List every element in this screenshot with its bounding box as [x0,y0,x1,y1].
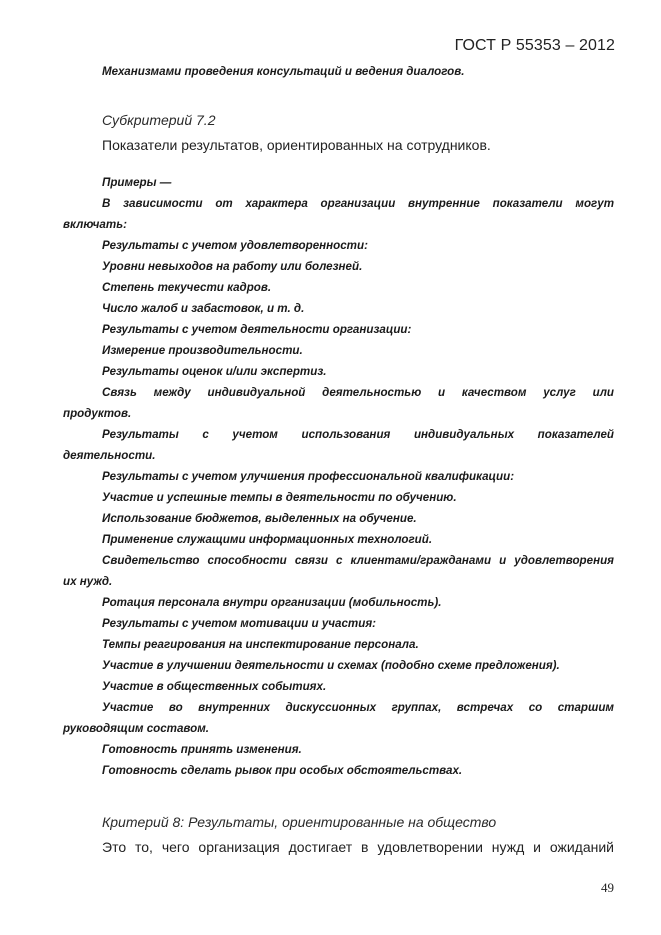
text-line: Ротация персонала внутри организации (мобильность). [102,596,442,609]
text-line: продуктов. [63,407,132,420]
text-line: Применение служащими информационных технологий. [102,533,433,546]
text-line: Связь между индивидуальной деятельностью и качеством услуг или [102,386,614,399]
text-line: Участие во внутренних дискуссионных группах, встречах со старшим [102,701,614,714]
text-line: Результаты с учетом удовлетворенности: [102,239,368,252]
text-line: Это то, чего организация достигает в удовлетворении нужд и ожиданий [102,839,614,855]
text-line: Темпы реагирования на инспектирование персонала. [102,638,419,651]
text-line: Результаты с учетом деятельности организации: [102,323,412,336]
text-line: Уровни невыходов на работу или болезней. [102,260,363,273]
page-number: 49 [601,880,614,895]
text-line: Участие и успешные темпы в деятельности по обучению. [102,491,457,504]
subcriterion-description: Показатели результатов, ориентированных на сотрудников. [102,137,491,153]
text-line: их нужд. [63,575,113,588]
text-line: Участие в общественных событиях. [102,680,327,693]
text-line: Результаты с учетом использования индивидуальных показателей [102,428,614,441]
text-line: Число жалоб и забастовок, и т. д. [102,302,305,315]
text-line: Измерение производительности. [102,344,303,357]
text-line: В зависимости от характера организации внутренние показатели могут [102,197,614,210]
text-line: Готовность сделать рывок при особых обстоятельствах. [102,764,463,777]
text-line: Степень текучести кадров. [102,281,272,294]
criterion-heading: Критерий 8: Результаты, ориентированные на общество [102,814,497,830]
text-line: Результаты с учетом мотивации и участия: [102,617,377,630]
examples-heading: Примеры — [102,176,172,189]
text-line: Свидетельство способности связи с клиентами/гражданами и удовлетворения [102,554,614,567]
text-line: Использование бюджетов, выделенных на обучение. [102,512,417,525]
text-line: руководящим составом. [63,722,210,735]
text-line: Результаты оценок и/или экспертиз. [102,365,327,378]
text-line: деятельности. [63,449,156,462]
text-line: Участие в улучшении деятельности и схемах (подобно схеме предложения). [102,659,560,672]
standard-code-header: ГОСТ Р 55353 – 2012 [454,37,615,54]
text-line: Механизмами проведения консультаций и ведения диалогов. [102,65,465,78]
text-line: Готовность принять изменения. [102,743,302,756]
text-line: Результаты с учетом улучшения профессиональной квалификации: [102,470,515,483]
subcriterion-heading: Субкритерий 7.2 [102,112,216,128]
text-line: включать: [63,218,127,231]
